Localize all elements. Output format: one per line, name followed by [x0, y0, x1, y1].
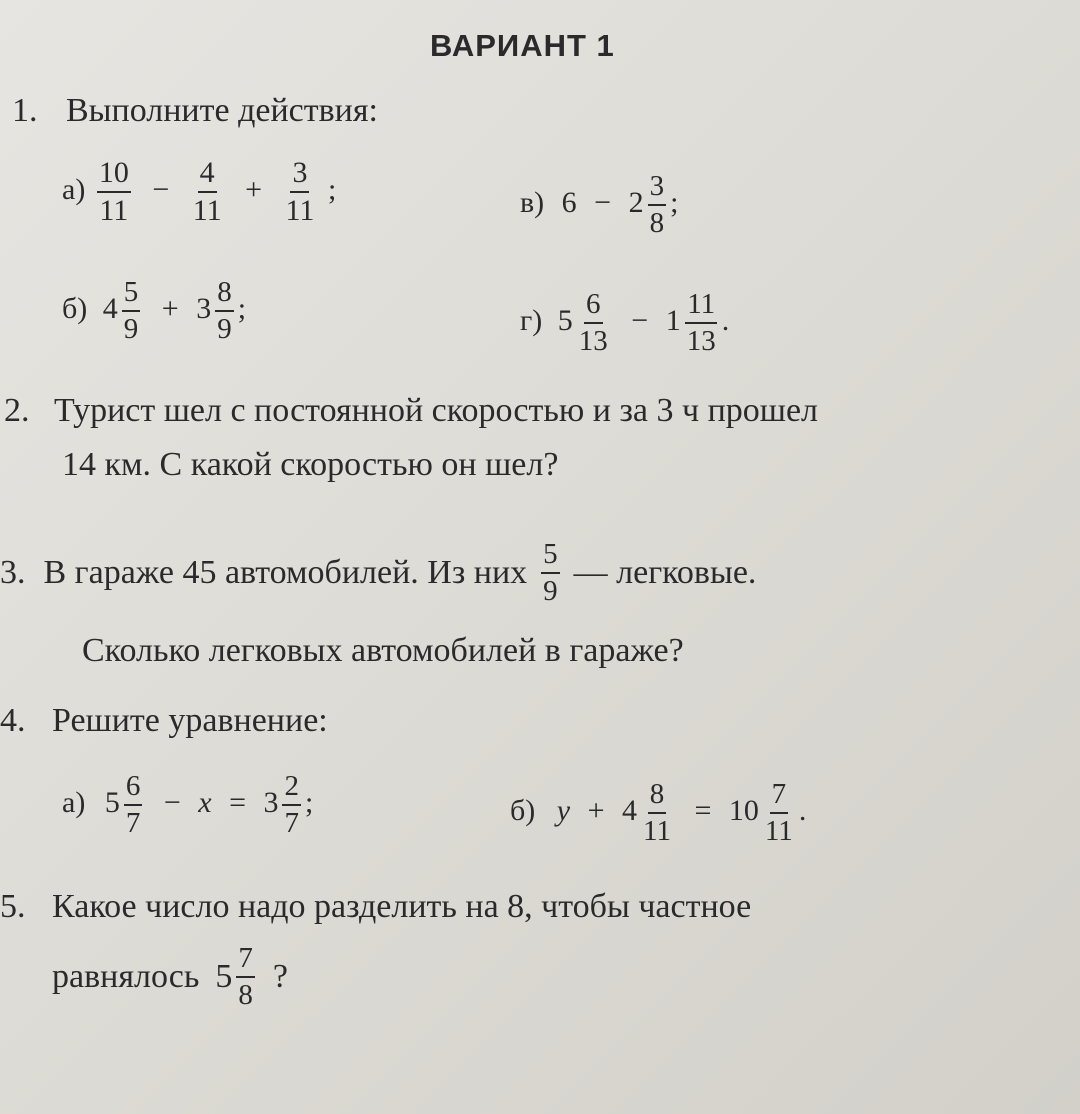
numerator: 5	[122, 278, 141, 312]
expression-1a	[62, 158, 336, 226]
denominator: 13	[578, 325, 608, 357]
terminator: .	[798, 793, 807, 827]
equals-sign: =	[229, 785, 246, 819]
whole-number: 5	[104, 785, 120, 819]
numerator: 7	[236, 944, 255, 978]
denominator: 13	[686, 325, 716, 357]
fraction	[577, 290, 610, 356]
whole-number: 4	[102, 291, 118, 325]
problem-number: 1.	[12, 92, 38, 129]
numerator: 8	[215, 278, 234, 312]
equation-4a	[62, 772, 313, 838]
numerator: 6	[584, 290, 603, 324]
fraction	[763, 780, 795, 846]
numerator: 7	[770, 780, 789, 814]
denominator: 11	[192, 194, 222, 227]
fraction	[641, 780, 673, 846]
equals-sign: =	[694, 793, 712, 827]
item-label: а)	[62, 172, 86, 206]
item-label: б)	[62, 291, 88, 325]
whole-number: 10	[728, 793, 759, 827]
operator: +	[587, 793, 605, 827]
problem-4-heading	[0, 702, 328, 740]
problem-5-line-1	[0, 888, 751, 926]
whole-number: 4	[622, 793, 638, 827]
terminator: ;	[304, 785, 314, 819]
denominator: 7	[125, 807, 141, 839]
fraction	[122, 278, 141, 344]
problem-number: 5.	[0, 888, 26, 925]
denominator: 11	[764, 815, 793, 847]
problem-text-part: равнялось	[52, 958, 200, 995]
denominator: 8	[649, 207, 665, 239]
operator: −	[631, 303, 649, 337]
item-label: г)	[520, 303, 543, 337]
item-label: а)	[62, 785, 86, 819]
whole-number: 5	[557, 303, 573, 337]
problem-number: 2.	[4, 392, 30, 429]
numerator: 3	[290, 158, 309, 193]
denominator: 11	[99, 194, 129, 227]
problem-2	[4, 392, 818, 430]
equation-4b	[510, 780, 806, 846]
problem-3-line-2: Сколько легковых автомобилей в гараже?	[82, 632, 684, 669]
problem-5-line-2	[52, 944, 288, 1010]
denominator: 11	[285, 194, 315, 227]
item-label: в)	[520, 185, 545, 219]
problem-text-part-1: В гараже 45 автомобилей. Из них	[43, 554, 528, 591]
terminator: ;	[327, 172, 337, 206]
numerator: 2	[282, 772, 301, 806]
fraction	[236, 944, 255, 1010]
problem-text: Решите уравнение:	[52, 702, 328, 739]
variable: x	[198, 785, 212, 819]
fraction	[685, 290, 718, 356]
denominator: 9	[543, 575, 558, 607]
whole-number: 2	[628, 185, 644, 219]
whole-number: 5	[215, 958, 233, 995]
denominator: 11	[643, 815, 671, 847]
expression-1g	[520, 290, 729, 356]
terminator: .	[721, 303, 730, 337]
fraction	[284, 158, 317, 226]
numerator: 8	[648, 780, 667, 814]
expression-1v	[520, 172, 678, 238]
fraction	[124, 772, 143, 838]
fraction	[215, 278, 234, 344]
variable: y	[556, 793, 571, 827]
problem-3-line-1	[0, 540, 756, 606]
problem-text-part-2: — легковые.	[573, 554, 757, 591]
fraction	[648, 172, 667, 238]
operator: +	[161, 291, 179, 325]
whole-number: 1	[665, 303, 681, 337]
denominator: 9	[217, 313, 232, 345]
numerator: 11	[685, 290, 717, 324]
page-title: ВАРИАНТ 1	[430, 28, 615, 63]
problem-text: Какое число надо разделить на 8, чтобы частное	[52, 888, 752, 925]
numerator: 10	[97, 158, 131, 193]
problem-number: 4.	[0, 702, 26, 739]
fraction	[282, 772, 301, 838]
operator: −	[152, 172, 170, 206]
item-label: б)	[510, 793, 536, 827]
question-mark: ?	[272, 958, 288, 995]
operator: +	[245, 172, 263, 206]
problem-text: Выполните действия:	[66, 92, 378, 129]
problem-number: 3.	[0, 554, 26, 591]
operator: −	[594, 185, 612, 219]
denominator: 8	[238, 979, 253, 1011]
operator: −	[163, 785, 181, 819]
numerator: 5	[541, 540, 560, 574]
problem-text-line-1: Турист шел с постоянной скоростью и за 3 ч прошел	[54, 392, 819, 429]
fraction	[541, 540, 560, 606]
numerator: 3	[648, 172, 667, 206]
numerator: 6	[124, 772, 143, 806]
terminator: ;	[670, 185, 679, 219]
whole-number: 3	[263, 785, 279, 819]
problem-text-line-2: 14 км. С какой скоростью он шел?	[62, 446, 559, 483]
denominator: 7	[284, 807, 299, 839]
numerator: 4	[198, 158, 217, 193]
fraction	[97, 158, 131, 226]
denominator: 9	[123, 313, 139, 345]
terminator: ;	[237, 291, 247, 325]
fraction	[191, 158, 224, 226]
problem-1-heading	[12, 92, 378, 130]
whole-number: 3	[196, 291, 212, 325]
expression-1b	[62, 278, 246, 344]
whole-number: 6	[561, 185, 577, 219]
